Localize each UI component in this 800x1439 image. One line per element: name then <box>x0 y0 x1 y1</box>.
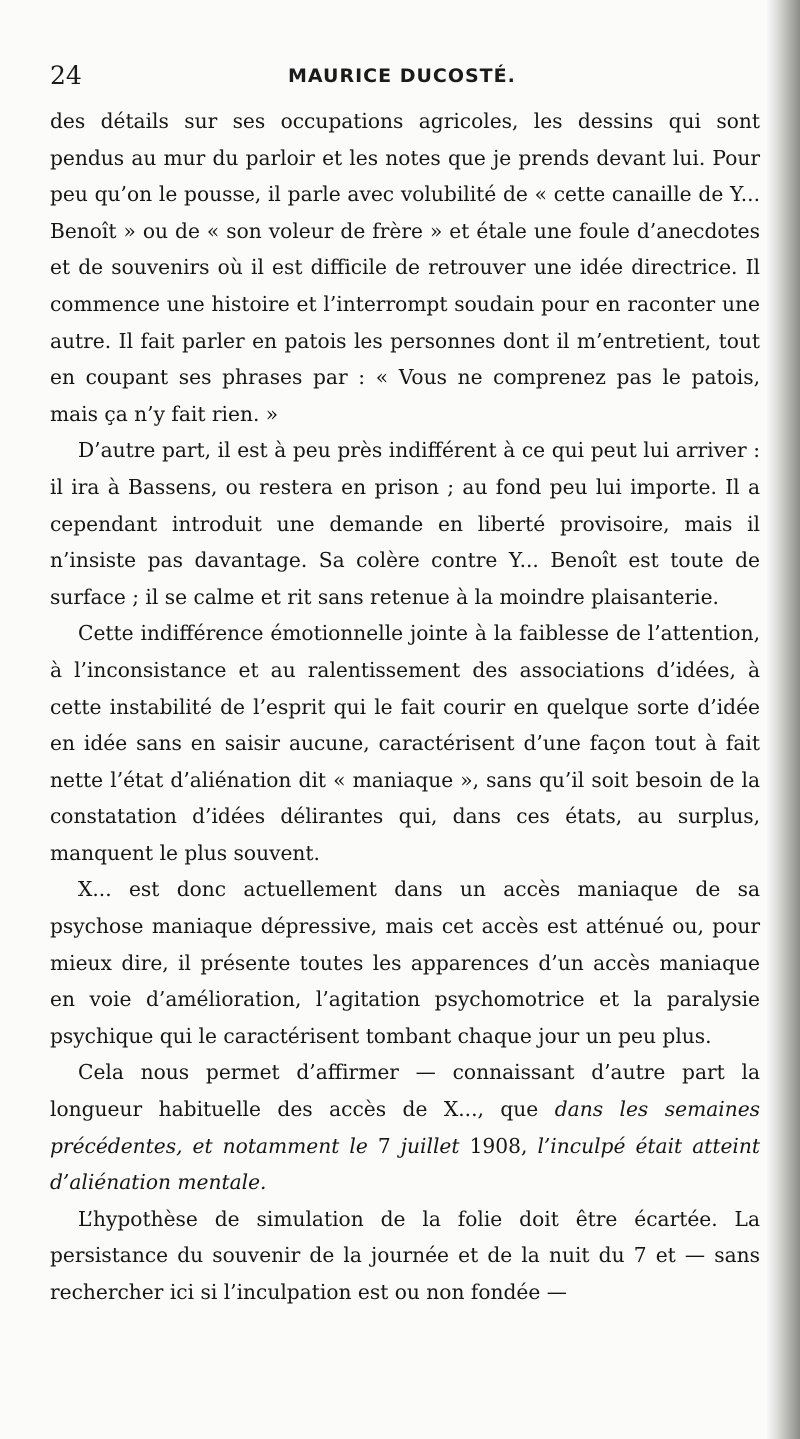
page-gutter-shadow <box>766 0 800 1439</box>
paragraph-5-day: 7 <box>367 1133 401 1158</box>
paragraph-5-italic-1: dans les semaines précédentes, et notamment le <box>50 1097 761 1158</box>
paragraph-2: D’autre part, il est à peu près indifférent à ce qui peut lui arriver : il ira à Bassens, ou restera en prison ; au fond peu lui importe. Il a cependant introduit une demande en liberté provisoire, mais il n’insiste pas davantage. Sa colère contre Y... Benoît est toute de surface ; il se calme et rit sans retenue à la moindre plaisanterie. <box>50 438 760 609</box>
page-number: 24 <box>50 61 82 90</box>
running-title: MAURICE DUCOSTÉ. <box>288 65 516 87</box>
paragraph-1: des détails sur ses occupations agricoles, les dessins qui sont pendus au mur du parloir et les notes que je prends devant lui. Pour peu qu’on le pousse, il parle avec volubilité de « cette canaille de Y... Benoît » ou de « son voleur de frère » et étale une foule d’anecdotes et de souvenirs où il est difficile de retrouver une idée directrice. Il commence une histoire et l’interrompt soudain pour en raconter une autre. Il fait parler en patois les personnes dont il m’entretient, tout en coupant ses phrases par : « Vous ne comprenez pas le patois, mais ça n’y fait rien. » <box>50 109 760 426</box>
paragraph-6: L’hypothèse de simulation de la folie doit être écartée. La persistance du souvenir de la journée et de la nuit du 7 et — sans rechercher ici si l’inculpation est ou non fondée — <box>50 1206 760 1304</box>
paragraph-4: X... est donc actuellement dans un accès maniaque de sa psychose maniaque dépressive, mais cet accès est atténué ou, pour mieux dire, il présente toutes les apparences d’un accès maniaque en voie d’amélioration, l’agitation psychomotrice et la paralysie psychique qui le caractérisent tombant chaque jour un peu plus. <box>50 877 760 1048</box>
page-header <box>50 58 750 94</box>
paragraph-5-italic-3: l’inculpé était atteint d’aliénation mentale. <box>50 1133 760 1195</box>
paragraph-5-year: 1908, <box>459 1133 538 1158</box>
paragraph-5 <box>50 1054 760 1200</box>
paragraph-5-italic-2: juillet <box>400 1133 460 1158</box>
body-text <box>50 103 760 1311</box>
paragraph-3: Cette indifférence émotionnelle jointe à la faiblesse de l’attention, à l’inconsistance et au ralentissement des associations d’idées, à cette instabilité de l’esprit qui le fait courir en quelque sorte d’idée en idée sans en saisir aucune, caractérisent d’une façon tout à fait nette l’état d’aliénation dit « maniaque », sans qu’il soit besoin de la constatation d’idées délirantes qui, dans ces états, au surplus, manquent le plus souvent. <box>50 621 760 865</box>
paragraph-5-text: Cela nous permet d’affirmer — connaissant d’autre part la longueur habituelle des accès de X..., que <box>50 1060 760 1122</box>
